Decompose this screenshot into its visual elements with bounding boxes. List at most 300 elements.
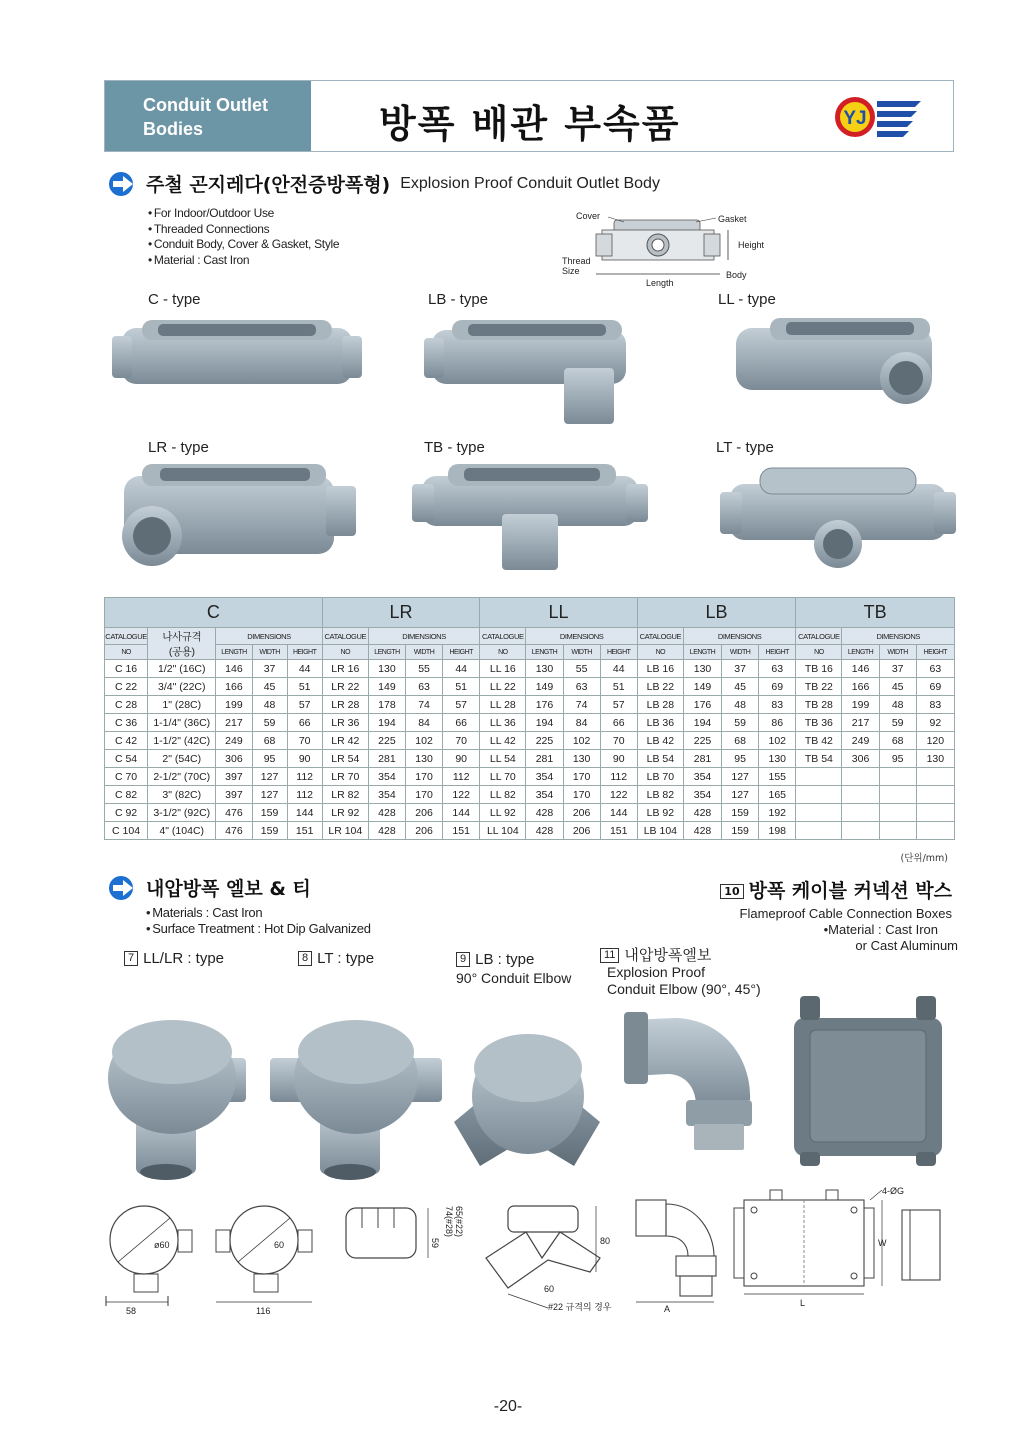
dim-diameter-label: ø60 <box>154 1240 170 1250</box>
table-cell: 127 <box>252 786 287 804</box>
table-cell: TB 54 <box>796 750 842 768</box>
table-cell: 69 <box>759 678 796 696</box>
item-11-label <box>600 948 761 998</box>
section-heading-elbow-tee <box>108 874 311 901</box>
table-cell: 45 <box>722 678 759 696</box>
table-cell: TB 42 <box>796 732 842 750</box>
height-header: HEIGHT <box>916 645 954 660</box>
table-cell: 83 <box>916 696 954 714</box>
table-cell: 3/4" (22C) <box>148 678 216 696</box>
table-cell: 249 <box>842 732 879 750</box>
dim-w-label: W <box>878 1238 887 1248</box>
table-cell: 127 <box>722 786 759 804</box>
group-header-ll: LL <box>480 598 638 628</box>
table-cell: LB 16 <box>637 660 683 678</box>
table-cell: 144 <box>443 804 480 822</box>
catalogue-header: CATALOGUE <box>480 628 526 645</box>
table-cell: LR 54 <box>322 750 368 768</box>
table-cell: 159 <box>722 822 759 840</box>
cable-box-title-text: 방폭 케이블 커넥션 박스 <box>748 880 952 902</box>
table-cell: LR 92 <box>322 804 368 822</box>
table-cell: 428 <box>368 804 405 822</box>
ll-lr-drawing <box>98 1196 198 1316</box>
lb-elbow-drawing <box>478 1198 628 1314</box>
table-cell: 149 <box>368 678 405 696</box>
diagram-thread-label: Thread <box>562 256 591 266</box>
table-cell: 45 <box>879 678 916 696</box>
table-cell: 95 <box>722 750 759 768</box>
lr-type-photo <box>116 462 366 572</box>
table-cell: LB 92 <box>637 804 683 822</box>
table-cell: 120 <box>916 732 954 750</box>
table-cell: 90 <box>600 750 637 768</box>
table-cell: 68 <box>722 732 759 750</box>
table-cell: 130 <box>406 750 443 768</box>
table-cell: 428 <box>683 804 721 822</box>
dimensions-header: DIMENSIONS <box>842 628 955 645</box>
feature-item: • Conduit Body, Cover & Gasket, Style <box>148 237 339 253</box>
table-cell: 130 <box>683 660 721 678</box>
table-cell: 51 <box>443 678 480 696</box>
table-cell: 59 <box>252 714 287 732</box>
brand-logo-icon <box>833 95 923 139</box>
table-cell: 51 <box>600 678 637 696</box>
width-header: WIDTH <box>563 645 600 660</box>
table-cell: 57 <box>600 696 637 714</box>
table-cell: LR 70 <box>322 768 368 786</box>
cable-connection-box-photo <box>788 996 948 1170</box>
width-header: WIDTH <box>252 645 287 660</box>
height-header: HEIGHT <box>600 645 637 660</box>
table-cell: 354 <box>368 768 405 786</box>
cable-box-desc-line: or Cast Aluminum <box>855 938 958 953</box>
table-cell: 476 <box>216 822 252 840</box>
item-8-text: LT : type <box>317 950 375 967</box>
diagram-length-label: Length <box>646 278 674 288</box>
item-9-label <box>456 950 571 988</box>
material-item: • Surface Treatment : Hot Dip Galvanized <box>146 921 371 937</box>
lt-tee-photo <box>270 1008 446 1180</box>
table-cell: 69 <box>916 678 954 696</box>
table-cell: 194 <box>683 714 721 732</box>
ll-lr-elbow-photo <box>106 1008 256 1180</box>
cable-box-desc-line: •Material : Cast Iron <box>823 922 938 937</box>
table-cell: LL 92 <box>480 804 526 822</box>
table-cell: 44 <box>287 660 322 678</box>
dim-height-label: 59 <box>430 1238 440 1249</box>
table-cell: LB 82 <box>637 786 683 804</box>
table-cell: LR 82 <box>322 786 368 804</box>
dim-l-label: L <box>800 1298 806 1308</box>
table-cell: 166 <box>216 678 252 696</box>
table-cell: 149 <box>526 678 563 696</box>
table-cell: LR 22 <box>322 678 368 696</box>
table-cell: 112 <box>600 768 637 786</box>
length-header: LENGTH <box>842 645 879 660</box>
table-cell: 206 <box>406 822 443 840</box>
tb-type-photo <box>412 462 648 574</box>
dim-note-label: #22 규격의 경우 <box>548 1302 612 1312</box>
page-number: -20- <box>493 1398 523 1415</box>
table-cell: 178 <box>368 696 405 714</box>
group-header-lb: LB <box>637 598 796 628</box>
table-cell: LL 54 <box>480 750 526 768</box>
item-number-badge: 7 <box>124 951 138 966</box>
table-cell: 127 <box>252 768 287 786</box>
item-8-label <box>298 950 374 967</box>
table-cell: C 92 <box>105 804 148 822</box>
group-header-c: C <box>105 598 323 628</box>
table-cell: 428 <box>368 822 405 840</box>
table-cell: 86 <box>759 714 796 732</box>
table-cell: 199 <box>842 696 879 714</box>
table-cell: 55 <box>406 660 443 678</box>
no-header: NO <box>796 645 842 660</box>
outlet-body-diagram <box>556 204 796 290</box>
group-header-lr: LR <box>322 598 480 628</box>
table-cell: 155 <box>759 768 796 786</box>
table-cell: LL 16 <box>480 660 526 678</box>
table-cell: 217 <box>842 714 879 732</box>
table-cell: C 70 <box>105 768 148 786</box>
table-cell: LR 42 <box>322 732 368 750</box>
table-cell: 90 <box>287 750 322 768</box>
table-cell <box>842 786 879 804</box>
table-cell: 48 <box>252 696 287 714</box>
table-cell: 428 <box>683 822 721 840</box>
cable-box-title <box>720 876 952 903</box>
table-cell: 66 <box>287 714 322 732</box>
section-title-ko: 내압방폭 엘보 & 티 <box>146 878 311 900</box>
lb-elbow-photo <box>450 1012 606 1172</box>
lb-type-photo <box>424 318 634 428</box>
table-cell <box>879 804 916 822</box>
table-cell: 199 <box>216 696 252 714</box>
category-band <box>105 81 311 151</box>
header-title-area <box>311 81 953 151</box>
arrow-right-icon <box>108 171 138 197</box>
table-cell: 37 <box>252 660 287 678</box>
svg-text:YJ: YJ <box>843 108 867 129</box>
table-row <box>105 678 955 696</box>
table-cell: 146 <box>216 660 252 678</box>
table-cell: 45 <box>252 678 287 696</box>
type-label-lr: LR - type <box>148 439 209 456</box>
item-11-subtext: Explosion Proof <box>607 964 706 980</box>
table-cell: 63 <box>916 660 954 678</box>
table-cell: 476 <box>216 804 252 822</box>
table-cell <box>842 804 879 822</box>
table-cell: LB 22 <box>637 678 683 696</box>
thread-size-header <box>148 628 216 660</box>
dim-width-label: 58 <box>126 1306 137 1316</box>
table-cell: 130 <box>526 660 563 678</box>
unit-note: (단위/mm) <box>900 853 948 864</box>
table-cell: LR 36 <box>322 714 368 732</box>
table-cell: LB 70 <box>637 768 683 786</box>
dimensions-header: DIMENSIONS <box>216 628 322 645</box>
table-row <box>105 696 955 714</box>
table-cell: 63 <box>406 678 443 696</box>
table-cell: 1-1/2" (42C) <box>148 732 216 750</box>
table-row <box>105 822 955 840</box>
table-cell <box>842 822 879 840</box>
type-label-lt: LT - type <box>716 439 774 456</box>
explosion-proof-elbow-drawing <box>628 1194 724 1314</box>
table-cell: 2" (54C) <box>148 750 216 768</box>
table-cell: 225 <box>526 732 563 750</box>
table-cell: 144 <box>287 804 322 822</box>
thread-size-header-line2: (공용) <box>168 645 195 658</box>
table-cell: LR 104 <box>322 822 368 840</box>
dimension-table <box>104 597 955 840</box>
table-cell: 225 <box>368 732 405 750</box>
table-cell: 68 <box>252 732 287 750</box>
table-cell <box>916 786 954 804</box>
table-cell: 249 <box>216 732 252 750</box>
table-cell: LB 28 <box>637 696 683 714</box>
table-cell: TB 28 <box>796 696 842 714</box>
table-cell: C 54 <box>105 750 148 768</box>
table-cell: 281 <box>683 750 721 768</box>
table-cell: 1-1/4" (36C) <box>148 714 216 732</box>
diagram-size-label: Size <box>562 266 580 276</box>
table-cell <box>879 786 916 804</box>
table-cell: 165 <box>759 786 796 804</box>
height-header: HEIGHT <box>443 645 480 660</box>
table-row <box>105 660 955 678</box>
table-cell: 130 <box>916 750 954 768</box>
table-cell: 397 <box>216 768 252 786</box>
table-cell: 55 <box>563 660 600 678</box>
table-cell: 144 <box>600 804 637 822</box>
diagram-body-label: Body <box>726 270 747 280</box>
table-cell: 198 <box>759 822 796 840</box>
dimensions-header: DIMENSIONS <box>683 628 795 645</box>
table-cell: LR 16 <box>322 660 368 678</box>
dim-depth-label: 60 <box>544 1284 555 1294</box>
table-cell: LB 36 <box>637 714 683 732</box>
table-cell <box>916 768 954 786</box>
table-cell: C 82 <box>105 786 148 804</box>
table-cell: 306 <box>842 750 879 768</box>
no-header: NO <box>637 645 683 660</box>
table-cell <box>796 822 842 840</box>
width-header: WIDTH <box>406 645 443 660</box>
table-subheader-row <box>105 628 955 645</box>
lb-side-drawing <box>338 1198 468 1278</box>
table-cell: 44 <box>600 660 637 678</box>
table-cell: 159 <box>252 822 287 840</box>
table-cell: 170 <box>563 786 600 804</box>
table-cell: 170 <box>406 768 443 786</box>
item-number-badge: 10 <box>720 884 743 899</box>
table-cell: 70 <box>443 732 480 750</box>
table-cell: 170 <box>406 786 443 804</box>
dim-hole-label: 4-ØG <box>882 1186 905 1196</box>
catalogue-header: CATALOGUE <box>322 628 368 645</box>
table-cell: 1" (28C) <box>148 696 216 714</box>
feature-item: • Threaded Connections <box>148 222 339 238</box>
catalogue-header: CATALOGUE <box>637 628 683 645</box>
table-cell: 37 <box>879 660 916 678</box>
table-cell: 92 <box>916 714 954 732</box>
length-header: LENGTH <box>526 645 563 660</box>
table-cell: C 28 <box>105 696 148 714</box>
table-cell: C 104 <box>105 822 148 840</box>
table-cell: C 36 <box>105 714 148 732</box>
table-cell: 95 <box>252 750 287 768</box>
table-cell: 354 <box>526 786 563 804</box>
catalogue-header: CATALOGUE <box>105 628 148 645</box>
table-cell <box>879 768 916 786</box>
dim-size-22-label: 65(#22) <box>454 1206 464 1238</box>
table-cell: 130 <box>368 660 405 678</box>
table-cell: 95 <box>879 750 916 768</box>
item-11-subtext: Conduit Elbow (90°, 45°) <box>607 981 761 997</box>
table-cell: 151 <box>287 822 322 840</box>
table-cell: 130 <box>759 750 796 768</box>
table-cell: 74 <box>406 696 443 714</box>
table-cell: 74 <box>563 696 600 714</box>
table-cell: 83 <box>759 696 796 714</box>
length-header: LENGTH <box>216 645 252 660</box>
catalogue-header: CATALOGUE <box>796 628 842 645</box>
table-cell: 170 <box>563 768 600 786</box>
type-label-ll: LL - type <box>718 291 776 308</box>
length-header: LENGTH <box>683 645 721 660</box>
table-cell: LB 104 <box>637 822 683 840</box>
c-type-photo <box>112 318 362 394</box>
table-cell: TB 22 <box>796 678 842 696</box>
feature-item: • Material : Cast Iron <box>148 253 339 269</box>
table-cell: LL 36 <box>480 714 526 732</box>
table-cell: TB 36 <box>796 714 842 732</box>
diagram-gasket-label: Gasket <box>718 214 747 224</box>
table-cell: 48 <box>722 696 759 714</box>
category-line-2: Bodies <box>143 119 204 139</box>
table-cell: 354 <box>526 768 563 786</box>
table-row <box>105 732 955 750</box>
table-cell: 428 <box>526 822 563 840</box>
page-header <box>104 80 954 152</box>
table-cell: LL 42 <box>480 732 526 750</box>
table-cell: 206 <box>563 804 600 822</box>
table-cell <box>916 822 954 840</box>
cable-box-description <box>739 906 958 954</box>
type-label-tb: TB - type <box>424 439 485 456</box>
table-cell: 159 <box>252 804 287 822</box>
item-9-subtext: 90° Conduit Elbow <box>456 970 572 986</box>
table-cell: 84 <box>563 714 600 732</box>
table-cell: C 42 <box>105 732 148 750</box>
table-cell: 149 <box>683 678 721 696</box>
table-cell: 59 <box>722 714 759 732</box>
table-cell: 194 <box>526 714 563 732</box>
table-cell: 57 <box>287 696 322 714</box>
type-label-c: C - type <box>148 291 201 308</box>
no-header: NO <box>480 645 526 660</box>
feature-list <box>148 206 339 268</box>
table-cell: 428 <box>526 804 563 822</box>
table-cell: 66 <box>443 714 480 732</box>
width-header: WIDTH <box>879 645 916 660</box>
arrow-right-icon <box>108 875 138 901</box>
table-cell: 112 <box>443 768 480 786</box>
table-cell: 151 <box>443 822 480 840</box>
table-cell: 66 <box>600 714 637 732</box>
table-cell: LL 28 <box>480 696 526 714</box>
table-cell: LL 104 <box>480 822 526 840</box>
table-cell: 51 <box>287 678 322 696</box>
table-cell: 159 <box>722 804 759 822</box>
table-cell <box>796 804 842 822</box>
table-cell <box>796 768 842 786</box>
table-row <box>105 714 955 732</box>
table-column-row <box>105 645 955 660</box>
table-group-row <box>105 598 955 628</box>
table-cell: 206 <box>563 822 600 840</box>
group-header-tb: TB <box>796 598 955 628</box>
table-body <box>105 660 955 840</box>
table-cell: 194 <box>368 714 405 732</box>
table-cell: LB 54 <box>637 750 683 768</box>
table-cell: 63 <box>759 660 796 678</box>
table-row <box>105 768 955 786</box>
table-cell: 217 <box>216 714 252 732</box>
item-number-badge: 9 <box>456 952 470 967</box>
table-cell: 70 <box>600 732 637 750</box>
table-cell: LL 82 <box>480 786 526 804</box>
table-cell: 112 <box>287 768 322 786</box>
table-cell: 122 <box>600 786 637 804</box>
table-cell <box>916 804 954 822</box>
table-cell: 206 <box>406 804 443 822</box>
no-header: NO <box>322 645 368 660</box>
table-cell: 37 <box>722 660 759 678</box>
table-cell: 354 <box>683 768 721 786</box>
table-cell: 90 <box>443 750 480 768</box>
table-cell <box>879 822 916 840</box>
cable-box-drawing <box>730 1180 970 1312</box>
table-cell: 1/2" (16C) <box>148 660 216 678</box>
table-cell: 102 <box>759 732 796 750</box>
diagram-height-label: Height <box>738 240 765 250</box>
dim-a-label: A <box>664 1304 671 1314</box>
table-cell: 281 <box>526 750 563 768</box>
dim-size-28-label: 74(#28) <box>444 1206 454 1238</box>
table-cell: 151 <box>600 822 637 840</box>
item-number-badge: 8 <box>298 951 312 966</box>
section-heading-outlet-body <box>108 170 660 197</box>
table-cell: LL 22 <box>480 678 526 696</box>
table-cell: LL 70 <box>480 768 526 786</box>
table-cell: C 22 <box>105 678 148 696</box>
table-cell: 166 <box>842 678 879 696</box>
table-cell: 4" (104C) <box>148 822 216 840</box>
dimensions-header: DIMENSIONS <box>526 628 637 645</box>
type-label-lb: LB - type <box>428 291 489 308</box>
table-cell: 59 <box>879 714 916 732</box>
table-cell: 102 <box>406 732 443 750</box>
dimensions-header: DIMENSIONS <box>368 628 479 645</box>
table-cell: 176 <box>526 696 563 714</box>
item-11-text: 내압방폭엘보 <box>624 947 712 964</box>
item-7-label <box>124 950 224 967</box>
table-cell: 130 <box>563 750 600 768</box>
table-row <box>105 786 955 804</box>
table-cell: 397 <box>216 786 252 804</box>
